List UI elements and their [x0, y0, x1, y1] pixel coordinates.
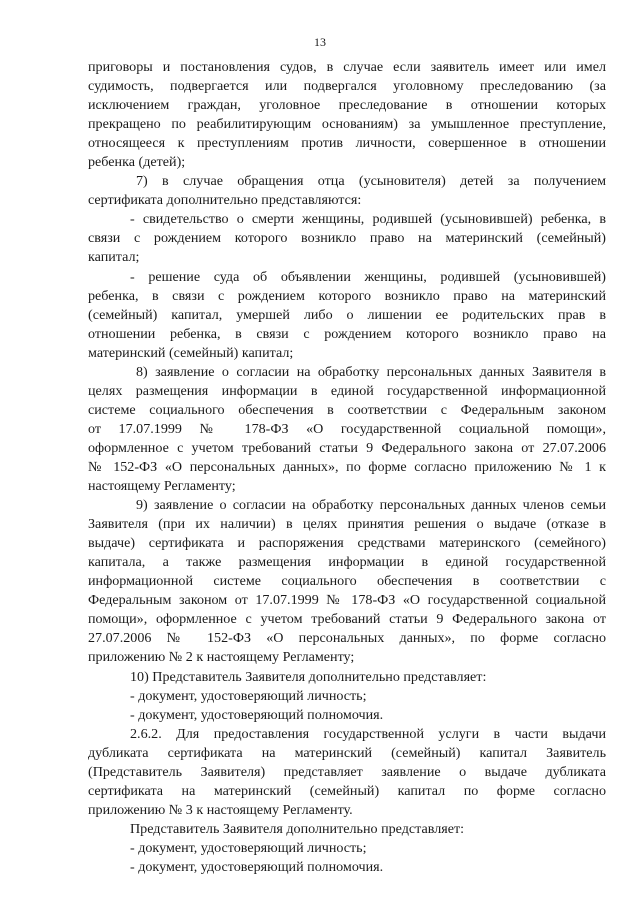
text-line: (семейный) капитал, умершей либо о лишении ее родительских прав в [88, 306, 606, 323]
text-line: 27.07.2006 № 152-ФЗ «О персональных данных», по форме согласно [88, 630, 606, 647]
text-line: капитал; [88, 249, 140, 266]
text-line: информационной системе социального обеспечения в соответствии с [88, 573, 606, 590]
text-line: 7) в случае обращения отца (усыновителя) детей за получением [136, 173, 606, 190]
text-line: капитала, а также размещения информации в единой государственной [88, 554, 606, 571]
text-line: сертификата на материнский (семейный) капитал по форме согласно [88, 782, 606, 799]
text-line: 9) заявление о согласии на обработку персональных данных членов семьи [136, 497, 606, 514]
text-line: 2.6.2. Для предоставления государственной услуги в части выдачи [130, 725, 606, 742]
text-line: связи с рождением которого возникло право на материнский (семейный) [88, 230, 606, 247]
text-line: отношении ребенка, в связи с рождением которого возникло право на [88, 325, 606, 342]
text-line: - документ, удостоверяющий полномочия. [130, 706, 384, 723]
page-number: 13 [314, 35, 326, 49]
text-line: приговоры и постановления судов, в случае если заявитель имеет или имел [88, 59, 606, 75]
text-line: выдаче) сертификата и распоряжения средствами материнского (семейного) [88, 535, 606, 552]
text-line: ребенка (детей); [88, 154, 186, 171]
text-line: дубликата сертификата на материнский (семейный) капитал Заявитель [88, 744, 606, 761]
text-line: приложению № 2 к настоящему Регламенту; [88, 649, 355, 666]
text-line: (Представитель Заявителя) представляет заявление о выдаче дубликата [88, 763, 606, 780]
text-line: № 152-ФЗ «О персональных данных», по форме согласно приложению № 1 к [88, 458, 606, 475]
text-line: Заявителя (при их наличии) в целях принятия решения о выдаче (отказе в [88, 516, 606, 533]
text-line: оформленное с учетом требований статьи 9 Федерального закона от 27.07.2006 [88, 439, 606, 456]
text-line: 10) Представитель Заявителя дополнительно представляет: [130, 668, 487, 685]
document-body [88, 58, 606, 877]
text-line: от 17.07.1999 № 178-ФЗ «О государственной социальной помощи», [88, 420, 606, 437]
text-line: Федеральным законом от 17.07.1999 № 178-ФЗ «О государственной социальной [88, 592, 606, 609]
text-line: - документ, удостоверяющий личность; [130, 687, 367, 704]
text-line: - документ, удостоверяющий личность; [130, 839, 367, 856]
text-line: относящееся к преступлениям против личности, совершенное в отношении [88, 135, 606, 152]
text-line: прекращено по реабилитирующим основаниям) за умышленное преступление, [88, 116, 606, 133]
text-line: - решение суда об объявлении женщины, родившей (усыновившей) [130, 268, 606, 285]
text-line: целях размещения информации в единой государственной информационной [88, 382, 606, 399]
text-line: помощи», оформленное с учетом требований статьи 9 Федерального закона от [88, 611, 606, 628]
text-line: сертификата дополнительно представляются: [88, 192, 362, 209]
text-line: ребенка, в связи с рождением которого возникло право на материнский [88, 287, 606, 304]
text-line: судимость, подвергается или подвергался уголовному преследованию (за [88, 78, 606, 95]
text-line: 8) заявление о согласии на обработку персональных данных Заявителя в [136, 363, 606, 380]
text-line: - документ, удостоверяющий полномочия. [130, 858, 384, 875]
text-line: - свидетельство о смерти женщины, родившей (усыновившей) ребенка, в [130, 211, 606, 228]
text-line: исключением граждан, уголовное преследование в отношении которых [88, 97, 606, 114]
text-line: системе социального обеспечения в соответствии с Федеральным законом [88, 401, 606, 418]
text-line: приложению № 3 к настоящему Регламенту. [88, 801, 353, 818]
text-line: Представитель Заявителя дополнительно представляет: [130, 820, 465, 837]
text-line: настоящему Регламенту; [88, 478, 236, 495]
text-line: материнский (семейный) капитал; [88, 344, 294, 361]
